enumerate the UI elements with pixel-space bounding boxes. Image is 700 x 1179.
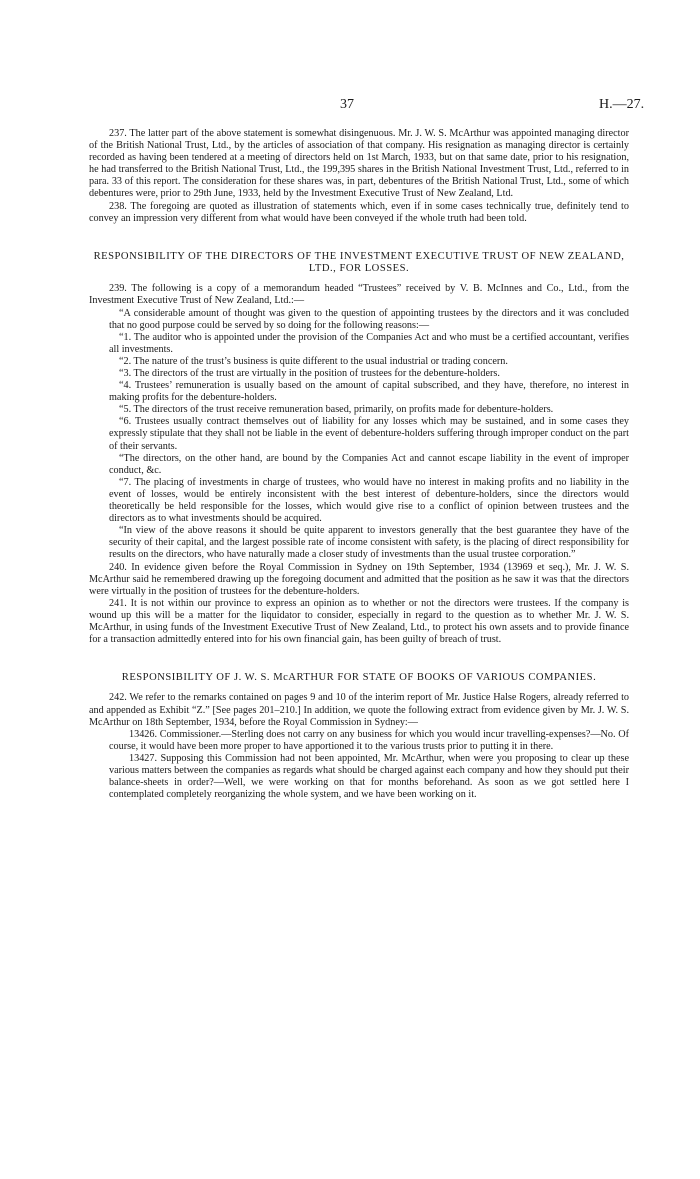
paragraph-239: 239. The following is a copy of a memorandum headed “Trustees” received by V. B. McInnes and Co., Ltd., from the Investment Executive Trust of New Zealand, Ltd.:—	[89, 283, 629, 307]
evidence-13427: 13427. Supposing this Commission had not been appointed, Mr. McArthur, when were you proposing to clear up these various matters between the companies as regards what should be charged against each company and how they should put their balance-sheets in order?—Well, we were working on that for months beforehand. As soon as we got settled here I contemplated completely reorganizing the whole system, and we have been working on it.	[109, 752, 629, 801]
spacer	[89, 225, 629, 251]
paragraph-240: 240. In evidence given before the Royal Commission in Sydney on 19th September, 1934 (13969 et seq.), Mr. J. W. S. McArthur said he remembered drawing up the foregoing document and admitted that the position as he saw it was that the directors were virtually in the position of trustees for the debenture-holders.	[89, 561, 629, 597]
paragraph-242: 242. We refer to the remarks contained on pages 9 and 10 of the interim report of Mr. Justice Halse Rogers, already referred to and appended as Exhibit “Z.” [See pages 201–210.] In addition, we quote the following extract from evidence given by Mr. J. W. S. McArthur on 18th September, 1934, before the Royal Commission in Sydney:—	[89, 692, 629, 728]
spacer	[89, 684, 629, 692]
quote-item-4: “4. Trustees’ remuneration is usually based on the amount of capital subscribed, and they have, therefore, no interest in making profits for the debenture-holders.	[109, 380, 629, 404]
spacer	[89, 646, 629, 672]
quote-item-6-continued: “The directors, on the other hand, are bound by the Companies Act and cannot escape liability in the event of improper conduct, &c.	[109, 452, 629, 476]
section-heading-directors-responsibility: RESPONSIBILITY OF THE DIRECTORS OF THE INVESTMENT EXECUTIVE TRUST OF NEW ZEALAND, LTD., FOR LOSSES.	[93, 250, 625, 275]
quote-item-7: “7. The placing of investments in charge of trustees, who would have no interest in making profits and no liability in the event of losses, would be entirely inconsistent with the best interest of debenture-holders, since the directors would theoretically be held responsible for the losses, which would give rise to a conflict of opinion between trustees and the directors as to what investments should be acquired.	[109, 476, 629, 525]
spacer	[89, 275, 629, 283]
quote-item-5: “5. The directors of the trust receive remuneration based, primarily, on profits made for debenture-holders.	[119, 404, 554, 416]
quote-item-2: “2. The nature of the trust’s business is quite different to the usual industrial or trading concern.	[119, 355, 508, 367]
page-header	[0, 97, 700, 113]
quote-conclusion: “In view of the above reasons it should be quite apparent to investors generally that the best guarantee they have of the security of their capital, and the largest possible rate of income consistent with safety, is the placing of direct responsibility for results on the directors, who have naturally made a closer study of investments than the usual trustee corporation.”	[109, 525, 629, 561]
paragraph-241: 241. It is not within our province to express an opinion as to whether or not the directors were trustees. If the company is wound up this will be a matter for the liquidator to consider, especially in regard to the question as to whether Mr. J. W. S. McArthur, in using funds of the Investment Executive Trust of New Zealand, Ltd., to protect his own assets and to provide finance for a transaction admittedly entered into for his own financial gain, has been guilty of breach of trust.	[89, 597, 629, 646]
paragraph-238: 238. The foregoing are quoted as illustration of statements which, even if in some cases technically true, definitely tend to convey an impression very different from what would have been conveyed if the whole truth had been told.	[89, 200, 629, 224]
quote-item-3: “3. The directors of the trust are virtually in the position of trustees for the debenture-holders.	[119, 368, 500, 379]
quote-intro: “A considerable amount of thought was given to the question of appointing trustees by the directors and it was concluded that no good purpose could be served by so doing for the following reasons:—	[109, 307, 629, 331]
page-body	[89, 128, 629, 801]
section-heading-mcarthur-responsibility: RESPONSIBILITY OF J. W. S. McARTHUR FOR STATE OF BOOKS OF VARIOUS COMPANIES.	[121, 672, 597, 684]
paragraph-237: 237. The latter part of the above statement is somewhat disingenuous. Mr. J. W. S. McArthur was appointed managing director of the British National Trust, Ltd., by the articles of association of that company. His resignation as managing director is certainly recorded as having been tendered at a meeting of directors held on 1st March, 1933, but on that same date, prior to his resignation, he had transferred to the British National Trust, Ltd., the 199,395 shares in the British National Investment Trust, Ltd., referred to in para. 33 of this report. The consideration for these shares was, in part, debentures of the British National Trust, Ltd., some of which debentures were, prior to 29th June, 1933, held by the Investment Executive Trust of New Zealand, Ltd.	[89, 128, 629, 200]
evidence-13426: 13426. Commissioner.—Sterling does not carry on any business for which you would incur travelling-expenses?—No. Of course, it would have been more proper to have apportioned it to the various trusts prior to putting it in there.	[109, 728, 629, 752]
document-reference: H.—27.	[599, 97, 645, 112]
quote-item-6: “6. Trustees usually contract themselves out of liability for any losses which may be sustained, and in some cases they expressly stipulate that they shall not be liable in the event of debenture-holders suffering through improper conduct on the part of their servants.	[109, 416, 629, 452]
page-number: 37	[340, 97, 354, 112]
quote-item-1: “1. The auditor who is appointed under the provision of the Companies Act and who must be a certified accountant, verifies all investments.	[109, 331, 629, 355]
